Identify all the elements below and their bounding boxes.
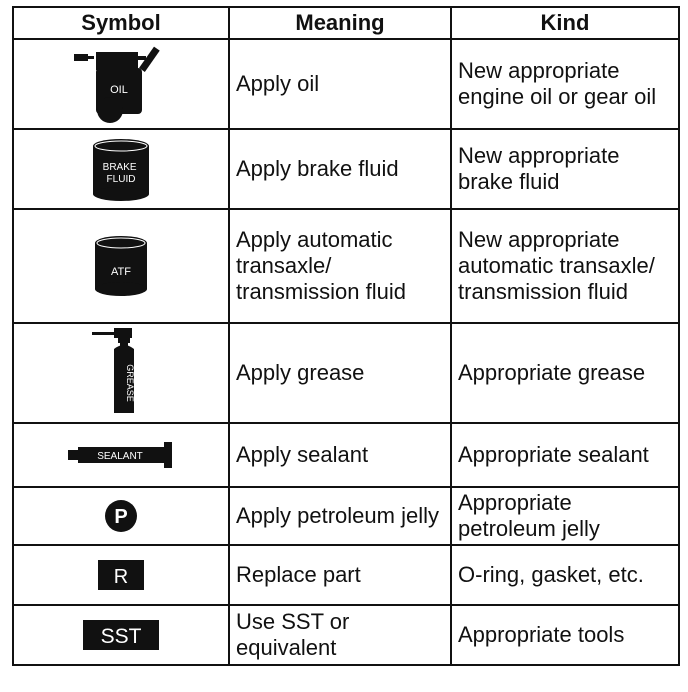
meaning-cell: Apply sealant xyxy=(229,423,451,487)
table-row xyxy=(13,323,679,423)
table-row xyxy=(13,209,679,323)
symbol-cell xyxy=(13,423,229,487)
kind-cell: New appropriate brake fluid xyxy=(451,129,679,209)
atf-can-icon xyxy=(86,233,156,299)
header-symbol: Symbol xyxy=(13,7,229,39)
kind-cell: New appropriate automatic transaxle/ transmission fluid xyxy=(451,209,679,323)
sst-icon xyxy=(81,618,161,652)
petroleum-jelly-icon xyxy=(103,498,139,534)
petroleum-jelly-label: P xyxy=(114,506,128,528)
kind-cell: Appropriate petroleum jelly xyxy=(451,487,679,545)
table-row xyxy=(13,129,679,209)
meaning-cell: Apply automatic transaxle/ transmission fluid xyxy=(229,209,451,323)
replace-part-icon xyxy=(96,559,146,591)
symbol-cell xyxy=(13,605,229,665)
grease-gun-icon xyxy=(86,327,156,419)
table-row xyxy=(13,39,679,129)
atf-label: ATF xyxy=(111,266,131,278)
meaning-cell: Replace part xyxy=(229,545,451,605)
sealant-tube-icon xyxy=(66,440,176,470)
meaning-cell: Apply petroleum jelly xyxy=(229,487,451,545)
kind-cell: New appropriate engine oil or gear oil xyxy=(451,39,679,129)
table-row xyxy=(13,605,679,665)
symbol-cell xyxy=(13,209,229,323)
oil-label: OIL xyxy=(110,84,128,96)
meaning-cell: Use SST or equivalent xyxy=(229,605,451,665)
symbol-table xyxy=(12,6,680,666)
oil-can-icon xyxy=(66,44,176,124)
brake-fluid-label: BRAKE FLUID xyxy=(102,162,137,185)
header-row xyxy=(13,7,679,39)
table-row xyxy=(13,545,679,605)
meaning-cell: Apply oil xyxy=(229,39,451,129)
brake-fluid-can-icon xyxy=(86,136,156,202)
symbol-cell xyxy=(13,129,229,209)
meaning-cell: Apply grease xyxy=(229,323,451,423)
replace-part-label: R xyxy=(113,566,129,588)
sst-label: SST xyxy=(100,625,142,648)
kind-cell: Appropriate tools xyxy=(451,605,679,665)
header-kind: Kind xyxy=(451,7,679,39)
kind-cell: Appropriate sealant xyxy=(451,423,679,487)
table-row xyxy=(13,487,679,545)
sealant-label: SEALANT xyxy=(97,451,143,462)
symbol-cell xyxy=(13,323,229,423)
table-row xyxy=(13,423,679,487)
grease-label: GREASE xyxy=(125,364,135,402)
symbol-cell xyxy=(13,39,229,129)
symbol-cell xyxy=(13,487,229,545)
kind-cell: Appropriate grease xyxy=(451,323,679,423)
symbol-cell xyxy=(13,545,229,605)
header-meaning: Meaning xyxy=(229,7,451,39)
meaning-cell: Apply brake fluid xyxy=(229,129,451,209)
kind-cell: O-ring, gasket, etc. xyxy=(451,545,679,605)
